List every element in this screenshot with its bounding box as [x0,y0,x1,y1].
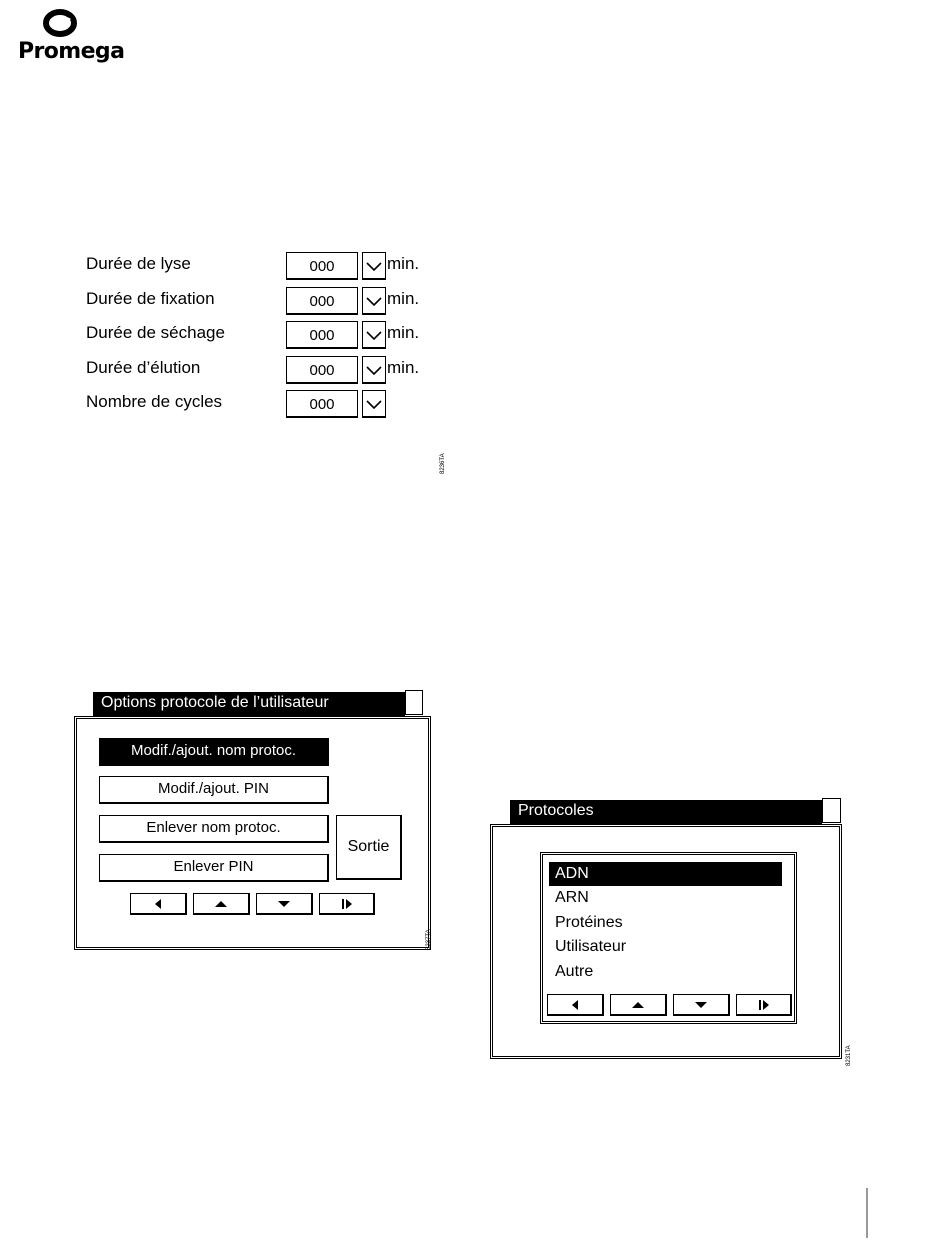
chevron-down-icon[interactable] [362,321,386,349]
param-label: Durée de fixation [86,289,215,308]
list-item-utilisateur[interactable]: Utilisateur [555,938,627,955]
param-label: Durée de lyse [86,254,191,273]
promega-swirl-icon [42,8,78,38]
arrow-up-icon [214,899,228,909]
chevron-down-icon[interactable] [362,252,386,280]
page-margin-rule [866,1188,868,1238]
param-label: Durée d’élution [86,358,201,377]
unit-label: min. [387,289,420,308]
arrow-left-icon [153,898,163,910]
nav-left-button[interactable] [130,893,187,915]
list-item-proteines[interactable]: Protéines [555,914,623,931]
close-box-icon[interactable] [405,690,423,715]
list-item-adn[interactable]: ADN [549,862,782,886]
nav-enter-button[interactable] [319,893,375,915]
nav-up-button[interactable] [610,994,667,1016]
nav-down-button[interactable] [673,994,730,1016]
chevron-down-icon[interactable] [362,287,386,315]
arrow-left-icon [570,999,580,1011]
nav-up-button[interactable] [193,893,250,915]
figure-code: 8236TA [440,453,446,474]
nav-left-button[interactable] [547,994,604,1016]
elution-duration-field[interactable]: 000 [286,356,358,384]
exit-button[interactable]: Sortie [336,815,402,880]
figure-code: 8231TA [846,1045,852,1066]
brand-name: Promega [18,39,125,64]
figure-code: 8237TA [426,929,432,950]
unit-label: min. [387,323,420,342]
fixation-duration-field[interactable]: 000 [286,287,358,315]
enter-icon [340,898,354,910]
param-label: Durée de séchage [86,323,225,342]
promega-logo [18,8,125,64]
param-label: Nombre de cycles [86,392,223,411]
remove-pin-button[interactable]: Enlever PIN [99,854,329,882]
nav-down-button[interactable] [256,893,313,915]
dialog-title: Protocoles [510,800,822,824]
list-item-autre[interactable]: Autre [555,963,594,980]
arrow-down-icon [277,899,291,909]
arrow-down-icon [694,1000,708,1010]
enter-icon [757,999,771,1011]
edit-add-pin-button[interactable]: Modif./ajout. PIN [99,776,329,804]
cycle-count-field[interactable]: 000 [286,390,358,418]
close-box-icon[interactable] [822,798,841,823]
chevron-down-icon[interactable] [362,356,386,384]
drying-duration-field[interactable]: 000 [286,321,358,349]
chevron-down-icon[interactable] [362,390,386,418]
unit-label: min. [387,358,420,377]
list-item-arn[interactable]: ARN [555,889,589,906]
edit-add-protocol-name-button[interactable]: Modif./ajout. nom protoc. [99,738,329,766]
dialog-title: Options protocole de l’utilisateur [93,692,405,716]
remove-protocol-name-button[interactable]: Enlever nom protoc. [99,815,329,843]
nav-enter-button[interactable] [736,994,792,1016]
unit-label: min. [387,254,420,273]
arrow-up-icon [631,1000,645,1010]
lyse-duration-field[interactable]: 000 [286,252,358,280]
